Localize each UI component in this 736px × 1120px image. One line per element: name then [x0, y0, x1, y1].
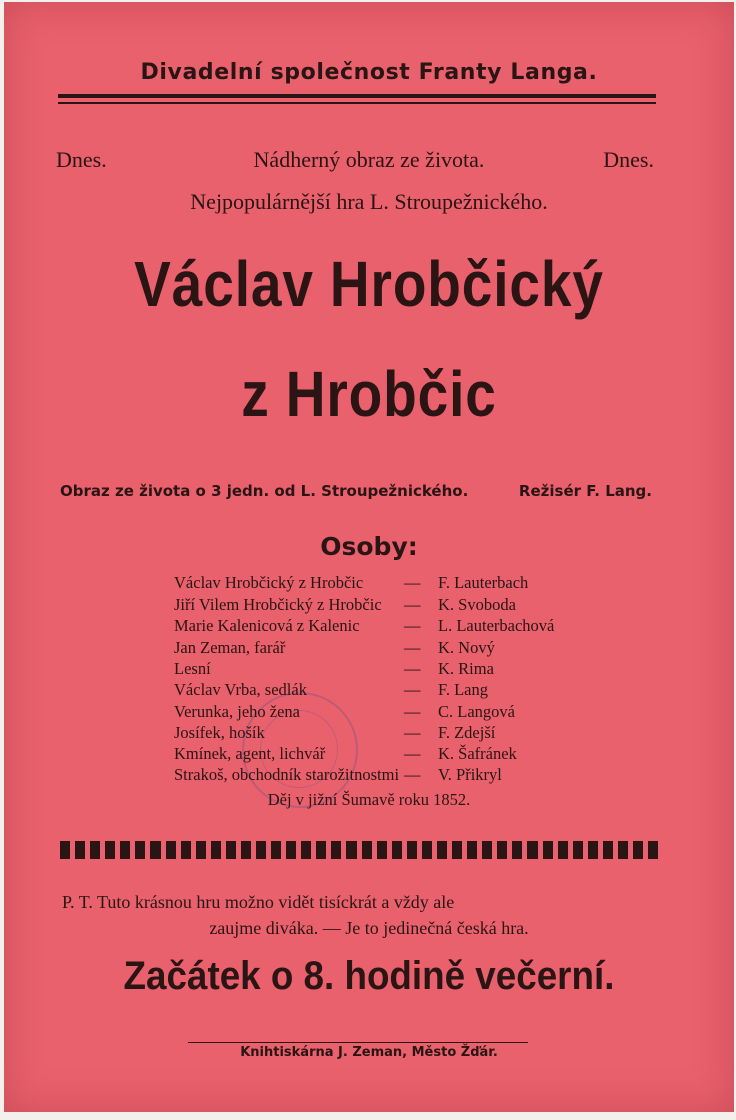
cast-role: Marie Kalenicová z Kalenic: [174, 616, 360, 635]
cast-dash: —: [404, 573, 421, 592]
cast-dash: —: [404, 595, 421, 614]
poster-sheet: [4, 2, 734, 1112]
today-right: Dnes.: [603, 147, 654, 172]
cast-actor: K. Rima: [438, 659, 494, 678]
setting-line: Děj v jižní Šumavě roku 1852.: [267, 790, 471, 809]
cast-role: Jan Zeman, farář: [174, 638, 286, 657]
cast-role: Václav Hrobčický z Hrobčic: [174, 573, 364, 592]
cast-actor: F. Lauterbach: [438, 573, 529, 592]
header-rule-thin: [58, 102, 656, 104]
cast-dash: —: [404, 680, 421, 699]
play-title-line1: Václav Hrobčický: [134, 248, 604, 320]
cast-actor: L. Lauterbachová: [438, 616, 555, 635]
note-line2: zaujme diváka. — Je to jedinečná česká hra.: [209, 918, 529, 938]
cast-dash: —: [404, 765, 421, 784]
company-name: Divadelní společnost Franty Langa.: [140, 60, 598, 85]
director: Režisér F. Lang.: [518, 482, 652, 500]
play-title-line2: z Hrobčic: [241, 358, 497, 430]
cast-role: Strakoš, obchodník starožitnostmi: [174, 765, 400, 784]
cast-role: Jiří Vilem Hrobčický z Hrobčic: [174, 595, 382, 614]
dashed-divider: [60, 841, 658, 859]
cast-role: Lesní: [174, 659, 211, 678]
cast-dash: —: [404, 616, 421, 635]
tagline: Nádherný obraz ze života.: [253, 147, 485, 172]
cast-actor: V. Přikryl: [438, 765, 502, 784]
cast-dash: —: [404, 659, 421, 678]
printer-rule: [188, 1042, 528, 1043]
cast-heading: Osoby:: [320, 532, 418, 561]
cast-actor: C. Langová: [438, 702, 515, 721]
note-line1: P. T. Tuto krásnou hru možno vidět tisíckrát a vždy ale: [62, 892, 455, 912]
cast-actor: F. Zdejší: [438, 723, 496, 742]
cast-dash: —: [404, 723, 421, 742]
subtitle: Nejpopulárnější hra L. Stroupežnického.: [190, 189, 548, 214]
cast-dash: —: [404, 702, 421, 721]
cast-actor: F. Lang: [438, 680, 489, 699]
cast-role: Václav Vrba, sedlák: [174, 680, 307, 699]
cast-actor: K. Nový: [438, 638, 495, 657]
start-time: Začátek o 8. hodině večerní.: [123, 954, 615, 998]
cast-dash: —: [404, 744, 421, 763]
cast-role: Josífek, hošík: [174, 723, 265, 742]
printer-credit: Knihtiskárna J. Zeman, Město Žďár.: [240, 1045, 498, 1060]
header-rule-thick: [58, 94, 656, 98]
today-left: Dnes.: [56, 147, 107, 172]
cast-role: Kmínek, agent, lichvář: [174, 744, 326, 763]
cast-dash: —: [404, 638, 421, 657]
cast-actor: K. Šafránek: [438, 744, 517, 763]
cast-actor: K. Svoboda: [438, 595, 516, 614]
cast-role: Verunka, jeho žena: [174, 702, 300, 721]
play-info: Obraz ze života o 3 jedn. od L. Stroupežnického.: [60, 482, 469, 500]
